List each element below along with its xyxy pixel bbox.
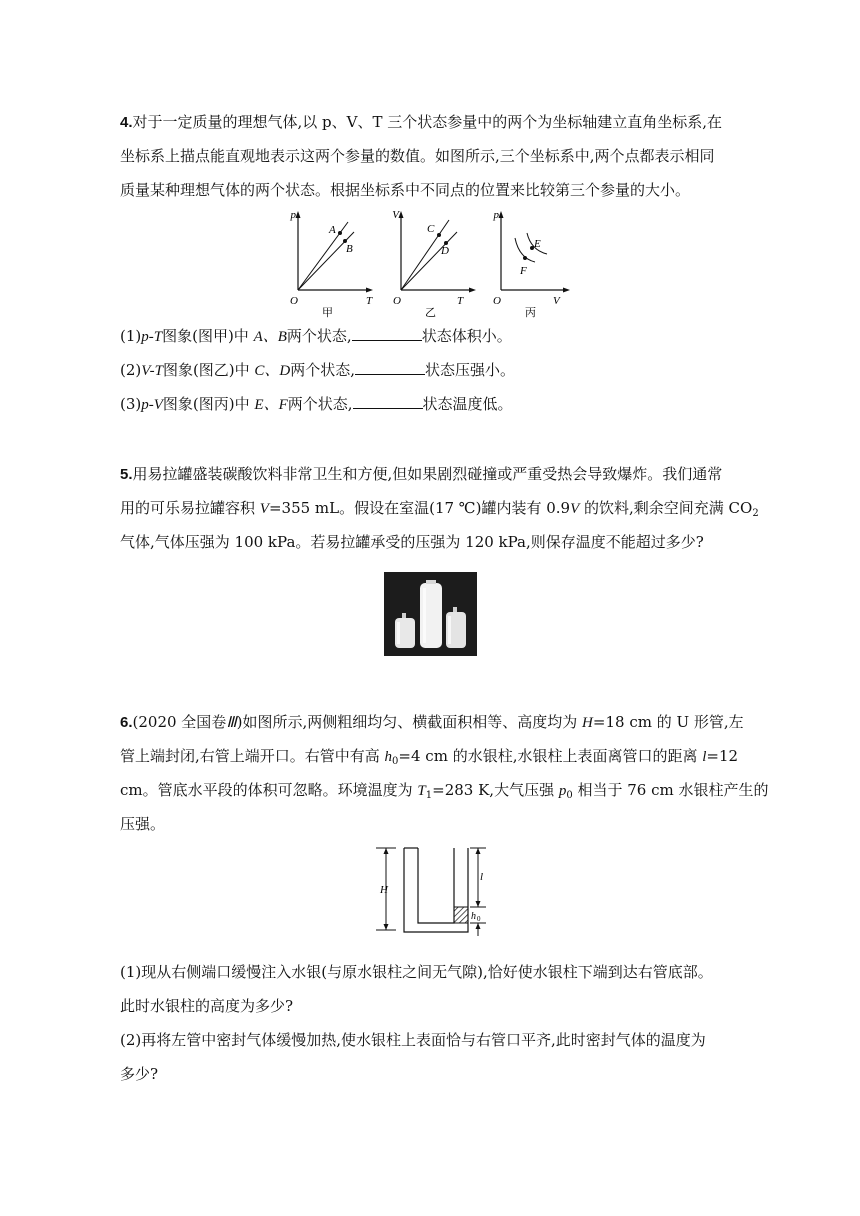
q4-sub2-pre: 两个状态,: [290, 361, 356, 379]
point-a-label: A: [329, 224, 336, 236]
q5-text-1: 用易拉罐盛装碳酸饮料非常卫生和方便,但如果剧烈碰撞或严重受热会导致爆炸。我们通常: [132, 465, 723, 483]
graph-bing-y-label: p: [493, 209, 499, 221]
q6-text-1a: (2020 全国卷: [132, 713, 227, 731]
q5-line-2: [120, 498, 759, 524]
q4-sub3-prefix: (3): [120, 395, 142, 413]
q6-line-2: [120, 746, 738, 772]
q5-line-1: [120, 464, 722, 485]
q6-text-1c: )如图所示,两侧粗细均匀、横截面积相等、高度均为: [236, 713, 583, 731]
q4-sub3-points: E、F: [254, 397, 288, 413]
point-e-label: E: [534, 238, 541, 250]
q4-sub1-post: 状态体积小。: [421, 327, 512, 345]
q6-p0-sub: 0: [566, 790, 573, 801]
graph-yi-y-label: V: [392, 209, 399, 221]
q6-var-t: T: [417, 783, 426, 799]
q6-var-h: H: [582, 715, 593, 731]
q4-sub1-pre: 两个状态,: [286, 327, 352, 345]
q4-line-2: 坐标系上描点能直观地表示这两个参量的数值。如图所示,三个坐标系中,两个点都表示相同: [120, 147, 715, 165]
graph-bing-x-label: V: [553, 295, 560, 307]
answer-blank-1[interactable]: [352, 326, 422, 341]
q4-line-3: 质量某种理想气体的两个状态。根据坐标系中不同点的位置来比较第三个参量的大小。: [120, 181, 691, 199]
graph-yi-x-label: T: [457, 295, 464, 307]
graph-bing-origin: O: [493, 295, 501, 307]
q5-co2-sub: 2: [752, 508, 759, 519]
q4-sub-2: [120, 360, 515, 381]
q6-sub1-line-1: (1)现从右侧端口缓慢注入水银(与原水银柱之间无气隙),恰好使水银柱下端到达右管底部。: [120, 963, 713, 981]
label-l: l: [480, 871, 484, 883]
q4-sub2-mid: 图象(图乙)中: [162, 361, 255, 379]
graph-yi: [389, 208, 479, 320]
q5-text-2c: =355 mL。假设在室温(17 ℃)罐内装有 0.9: [268, 499, 571, 517]
q5-var-v2: V: [570, 501, 580, 517]
point-c-label: C: [427, 223, 435, 235]
point-b-label: B: [346, 243, 353, 255]
q6-line-1: [120, 712, 744, 733]
q4-sub2-prefix: (2): [120, 361, 142, 379]
graph-bing-caption: 丙: [525, 307, 536, 319]
q4-sub3-post: 状态温度低。: [422, 395, 513, 413]
q4-sub2-post: 状态压强小。: [425, 361, 516, 379]
point-f-label: F: [520, 265, 527, 277]
q6-number: 6.: [120, 714, 133, 731]
label-h: H: [380, 884, 388, 896]
q6-text-2f: =12: [706, 747, 739, 765]
q6-sub2-line-1: (2)再将左管中密封气体缓慢加热,使水银柱上表面恰与右管口平齐,此时密封气体的温度为: [120, 1031, 706, 1049]
q6-var-p: p: [558, 783, 567, 799]
q4-sub1-graph: p-T: [141, 329, 163, 345]
q5-var-v: V: [259, 501, 269, 517]
graph-yi-origin: O: [393, 295, 401, 307]
answer-blank-2[interactable]: [355, 360, 425, 375]
q6-line-3: [120, 780, 769, 806]
graph-bing: [489, 208, 579, 320]
q6-h0-sub: 0: [392, 756, 399, 767]
q4-sub-1: [120, 326, 512, 347]
q4-sub3-pre: 两个状态,: [287, 395, 353, 413]
q6-sub2-line-2: 多少?: [120, 1065, 159, 1083]
answer-blank-3[interactable]: [353, 394, 423, 409]
u-tube-diagram: [370, 842, 490, 942]
q6-var-l: l: [702, 749, 707, 765]
q6-line-4: 压强。: [120, 815, 166, 833]
q4-sub3-graph: p-V: [141, 397, 163, 413]
point-d-label: D: [441, 245, 449, 257]
q6-text-2d: =4 cm 的水银柱,水银柱上表面离管口的距离: [398, 747, 703, 765]
q4-sub2-points: C、D: [254, 363, 291, 379]
q5-number: 5.: [120, 466, 133, 483]
q6-roman: Ⅲ: [226, 715, 237, 731]
q6-text-3d: =283 K,大气压强: [432, 781, 559, 799]
graph-jia-x-label: T: [366, 295, 373, 307]
graph-jia-caption: 甲: [322, 307, 333, 319]
q6-text-3g: 相当于 76 cm 水银柱产生的: [572, 781, 769, 799]
q6-text-2a: 管上端封闭,右管上端开口。右管中有高: [120, 747, 385, 765]
graph-jia-origin: O: [290, 295, 298, 307]
q4-sub-3: [120, 394, 513, 415]
q6-sub1-line-2: 此时水银柱的高度为多少?: [120, 997, 294, 1015]
q6-text-3a: cm。管底水平段的体积可忽略。环境温度为: [120, 781, 418, 799]
q4-sub2-graph: V-T: [141, 363, 163, 379]
q4-sub1-prefix: (1): [120, 327, 142, 345]
q6-text-1e: =18 cm 的 U 形管,左: [592, 713, 744, 731]
graph-yi-caption: 乙: [425, 307, 436, 319]
label-h0-sub: 0: [477, 915, 481, 923]
cans-photo: [384, 572, 477, 656]
graph-jia: [286, 208, 376, 320]
q4-text-1: 对于一定质量的理想气体,以 p、V、T 三个状态参量中的两个为坐标轴建立直角坐标系,在: [132, 113, 723, 131]
q4-sub3-mid: 图象(图丙)中: [162, 395, 255, 413]
label-h0: h: [471, 911, 476, 922]
q4-line-1: [120, 112, 722, 133]
q4-sub1-points: A、B: [253, 329, 287, 345]
q5-line-3: 气体,气体压强为 100 kPa。若易拉罐承受的压强为 120 kPa,则保存温度不能超过多少?: [120, 533, 704, 551]
q4-number: 4.: [120, 114, 133, 131]
q6-t1-sub: 1: [425, 790, 433, 801]
q4-sub1-mid: 图象(图甲)中: [162, 327, 254, 345]
q6-var-h0: h: [384, 749, 393, 765]
q5-text-2e: 的饮料,剩余空间充满 CO: [579, 499, 753, 517]
graph-jia-y-label: p: [290, 209, 296, 221]
q5-text-2a: 用的可乐易拉罐容积: [120, 499, 260, 517]
